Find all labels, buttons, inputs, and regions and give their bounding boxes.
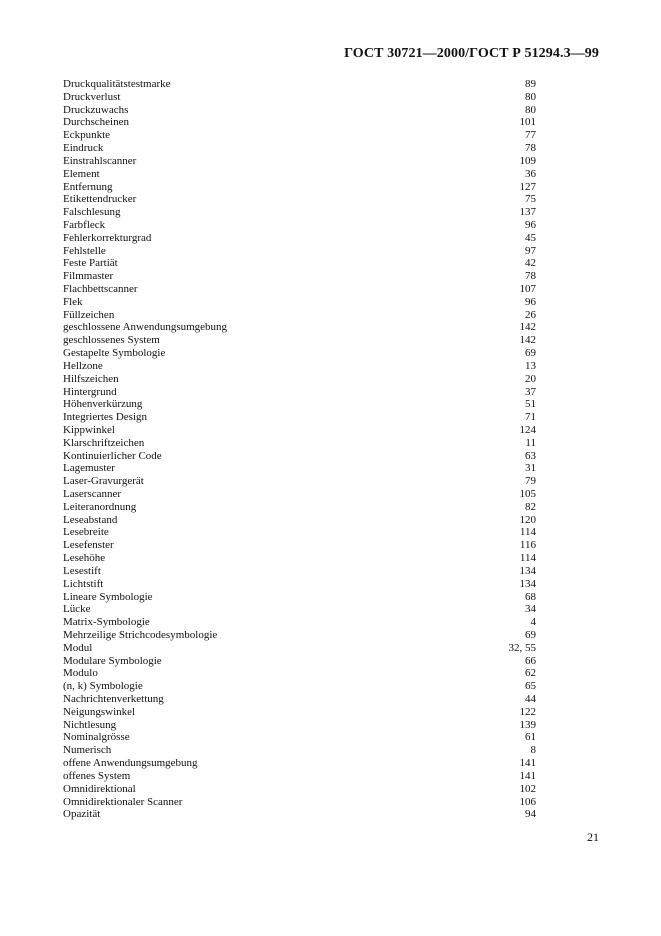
index-entry <box>63 655 536 668</box>
index-entry <box>63 514 536 527</box>
index-term: Opazität <box>63 808 101 821</box>
index-page-ref: 134 <box>519 577 536 590</box>
index-entry <box>63 680 536 693</box>
index-term: Lagemuster <box>63 462 115 475</box>
index-page-ref: 11 <box>525 436 536 449</box>
index-entry <box>63 629 536 642</box>
index-term: Kippwinkel <box>63 423 115 436</box>
index-page-ref: 139 <box>519 718 536 731</box>
index-page-ref: 141 <box>519 769 536 782</box>
index-page-ref: 71 <box>525 411 536 424</box>
index-entry <box>63 424 536 437</box>
index-term: Gestapelte Symbologie <box>63 347 166 360</box>
index-entry <box>63 104 536 117</box>
index-entry <box>63 808 536 821</box>
index-page-ref: 45 <box>525 231 536 244</box>
index-page-ref: 42 <box>525 257 536 270</box>
index-page-ref: 94 <box>525 808 536 821</box>
index-page-ref: 75 <box>525 193 536 206</box>
index-page-ref: 69 <box>525 628 536 641</box>
index-page-ref: 89 <box>525 78 536 90</box>
index-page-ref: 36 <box>525 167 536 180</box>
index-entry <box>63 706 536 719</box>
index-entry <box>63 437 536 450</box>
index-term: Laserscanner <box>63 488 122 500</box>
index-term: Element <box>63 167 100 180</box>
index-page-ref: 124 <box>519 423 536 436</box>
index-page-ref: 63 <box>525 449 536 462</box>
index-entry <box>63 219 536 232</box>
index-entry <box>63 116 536 129</box>
index-term: Eckpunkte <box>63 129 111 142</box>
index-entry <box>63 757 536 770</box>
index-entry <box>63 360 536 373</box>
index-page-ref: 80 <box>525 103 536 116</box>
index-entry <box>63 283 536 296</box>
index-entry <box>63 539 536 552</box>
index-term: Lesestift <box>63 564 101 577</box>
index-term: Modulo <box>63 667 98 680</box>
index-term: Hilfszeichen <box>63 372 119 385</box>
index-entry <box>63 744 536 757</box>
index-entry <box>63 783 536 796</box>
index-term: Fehlerkorrekturgrad <box>63 231 152 244</box>
index-page-ref: 96 <box>525 218 536 231</box>
index-page-ref: 80 <box>525 90 536 103</box>
index-term: Nachrichtenverkettung <box>63 693 164 705</box>
index-page-ref: 51 <box>525 398 536 411</box>
index-term: offene Anwendungsumgebung <box>63 757 198 770</box>
index-page-ref: 141 <box>519 757 536 770</box>
index-page-ref: 62 <box>525 667 536 680</box>
index-term: Numerisch <box>63 744 112 757</box>
index-entry <box>63 642 536 655</box>
index-term: Lesebreite <box>63 526 109 539</box>
index-entry <box>63 667 536 680</box>
index-term: Neigungswinkel <box>63 705 136 718</box>
index-page-ref: 68 <box>525 590 536 603</box>
index-term: Falschlesung <box>63 206 121 219</box>
index-page-ref: 20 <box>525 372 536 385</box>
index-page-ref: 97 <box>525 244 536 257</box>
index-entry <box>63 373 536 386</box>
page-header-title: ГОСТ 30721—2000/ГОСТ Р 51294.3—99 <box>344 46 599 61</box>
index-page-ref: 44 <box>525 693 536 705</box>
index-page-ref: 77 <box>525 129 536 142</box>
index-term: Einstrahlscanner <box>63 154 137 167</box>
index-term: Hellzone <box>63 359 103 372</box>
index-page-ref: 114 <box>519 526 536 539</box>
index-entry <box>63 296 536 309</box>
index-entry <box>63 565 536 578</box>
index-page-ref: 142 <box>519 334 536 347</box>
index-page-ref: 142 <box>519 321 536 334</box>
index-page-ref: 8 <box>530 744 536 757</box>
index-term: Lesehöhe <box>63 552 106 565</box>
index-entry <box>63 603 536 616</box>
index-term: Kontinuierlicher Code <box>63 449 162 462</box>
index-term: Entfernung <box>63 180 113 193</box>
index-entry <box>63 181 536 194</box>
index-entry <box>63 129 536 142</box>
index-term: Lesefenster <box>63 539 114 552</box>
index-page-ref: 134 <box>519 564 536 577</box>
index-page-ref: 96 <box>525 295 536 308</box>
index-entry <box>63 232 536 245</box>
index-page-ref: 65 <box>525 680 536 693</box>
index-term: Matrix-Symbologie <box>63 616 150 629</box>
index-entry <box>63 168 536 181</box>
index-page-ref: 26 <box>525 308 536 321</box>
index-term: Flek <box>63 295 83 308</box>
index-page-ref: 66 <box>525 654 536 667</box>
index-term: Klarschriftzeichen <box>63 436 145 449</box>
index-entry <box>63 206 536 219</box>
index-term: Modul <box>63 641 93 654</box>
index-term: Eindruck <box>63 142 104 155</box>
index-entry <box>63 462 536 475</box>
page-number: 21 <box>587 830 599 844</box>
index-term: Druckqualitätstestmarke <box>63 78 171 90</box>
index-entry <box>63 398 536 411</box>
index-term: Omnidirektionaler Scanner <box>63 795 183 808</box>
index-entry <box>63 193 536 206</box>
index-page-ref: 105 <box>519 488 536 500</box>
index-page-ref: 4 <box>530 616 536 629</box>
index-page-ref: 101 <box>519 116 536 129</box>
index-entry <box>63 719 536 732</box>
index-page-ref: 114 <box>519 552 536 565</box>
index-entry <box>63 155 536 168</box>
index-term: Feste Partiät <box>63 257 118 270</box>
index-term: Nominalgrösse <box>63 731 130 744</box>
index-term: Leiteranordnung <box>63 500 137 513</box>
index-entry <box>63 347 536 360</box>
index-page-ref: 109 <box>519 154 536 167</box>
index-entry <box>63 309 536 322</box>
index-term: Integriertes Design <box>63 411 147 424</box>
index-term: Höhenverkürzung <box>63 398 143 411</box>
index-entry <box>63 475 536 488</box>
index-page-ref: 122 <box>519 705 536 718</box>
index-entry <box>63 796 536 809</box>
index-entry <box>63 488 536 501</box>
index-entry <box>63 731 536 744</box>
index-page-ref: 34 <box>525 603 536 616</box>
index-term: Durchscheinen <box>63 116 129 129</box>
index-term: Farbfleck <box>63 218 106 231</box>
index-entry <box>63 616 536 629</box>
index-entry <box>63 334 536 347</box>
index-term: Modulare Symbologie <box>63 654 162 667</box>
index-entry <box>63 770 536 783</box>
index-term: Lichtstift <box>63 577 104 590</box>
index-entry <box>63 693 536 706</box>
index-entry <box>63 91 536 104</box>
index-page-ref: 78 <box>525 270 536 283</box>
index-list <box>63 78 536 821</box>
index-entry <box>63 245 536 258</box>
index-term: geschlossene Anwendungsumgebung <box>63 321 228 334</box>
index-term: Mehrzeilige Strichcodesymbologie <box>63 628 218 641</box>
index-entry <box>63 321 536 334</box>
index-entry <box>63 257 536 270</box>
index-term: Etikettendrucker <box>63 193 137 206</box>
index-term: Fehlstelle <box>63 244 106 257</box>
index-page-ref: 32, 55 <box>508 641 536 654</box>
index-page-ref: 79 <box>525 475 536 488</box>
index-page-ref: 78 <box>525 142 536 155</box>
index-term: Flachbettscanner <box>63 283 138 295</box>
index-page-ref: 37 <box>525 385 536 398</box>
index-page-ref: 127 <box>519 180 536 193</box>
index-term: Druckverlust <box>63 90 121 103</box>
index-entry <box>63 526 536 539</box>
index-entry <box>63 78 536 91</box>
index-term: Hintergrund <box>63 385 117 398</box>
index-page-ref: 13 <box>525 359 536 372</box>
index-term: (n, k) Symbologie <box>63 680 143 693</box>
index-page-ref: 120 <box>519 513 536 526</box>
index-term: Leseabstand <box>63 513 118 526</box>
index-term: Lineare Symbologie <box>63 590 153 603</box>
index-page-ref: 106 <box>519 795 536 808</box>
index-entry <box>63 411 536 424</box>
index-page-ref: 31 <box>525 462 536 475</box>
index-term: Nichtlesung <box>63 718 117 731</box>
index-entry <box>63 142 536 155</box>
index-entry <box>63 270 536 283</box>
index-entry <box>63 578 536 591</box>
index-page-ref: 82 <box>525 500 536 513</box>
index-page-ref: 137 <box>519 206 536 219</box>
index-page-ref: 116 <box>519 539 536 552</box>
index-term: Füllzeichen <box>63 308 115 321</box>
index-entry <box>63 552 536 565</box>
index-term: Lücke <box>63 603 91 616</box>
index-page-ref: 107 <box>519 283 536 295</box>
index-entry <box>63 386 536 399</box>
index-term: geschlossenes System <box>63 334 160 347</box>
index-page-ref: 69 <box>525 347 536 360</box>
index-term: Omnidirektional <box>63 782 136 795</box>
index-term: Laser-Gravurgerät <box>63 475 144 488</box>
index-term: Druckzuwachs <box>63 103 129 116</box>
index-page-ref: 102 <box>519 782 536 795</box>
index-page-ref: 61 <box>525 731 536 744</box>
index-entry <box>63 450 536 463</box>
index-term: offenes System <box>63 769 131 782</box>
index-term: Filmmaster <box>63 270 114 283</box>
index-entry <box>63 591 536 604</box>
index-entry <box>63 501 536 514</box>
